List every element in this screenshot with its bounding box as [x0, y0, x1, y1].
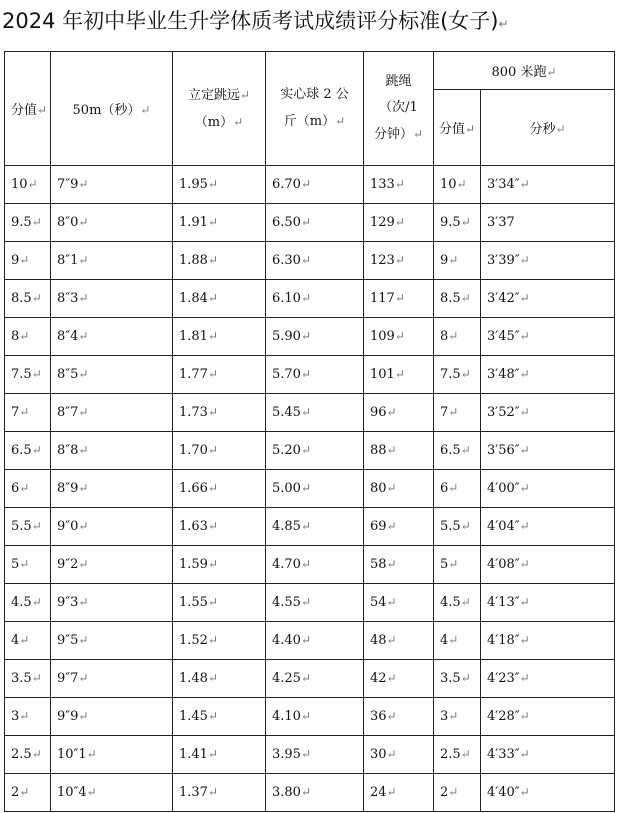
paragraph-mark-icon: ↵ [78, 709, 89, 723]
paragraph-mark-icon: ↵ [300, 557, 312, 571]
paragraph-mark-icon: ↵ [448, 785, 459, 799]
paragraph-mark-icon: ↵ [386, 443, 397, 457]
paragraph-mark-icon: ↵ [78, 481, 89, 495]
header-shot-ball [266, 52, 364, 166]
paragraph-mark-icon: ↵ [207, 405, 219, 419]
paragraph-mark-icon: ↵ [519, 633, 530, 647]
paragraph-mark-icon: ↵ [78, 291, 89, 305]
paragraph-mark-icon: ↵ [207, 215, 219, 229]
run50-cell: 9″2↵ [51, 546, 173, 584]
paragraph-mark-icon: ↵ [300, 595, 312, 609]
shot-ball-cell: 5.70↵ [266, 356, 364, 394]
table-row [5, 166, 615, 204]
paragraph-mark-icon: ↵ [519, 709, 530, 723]
paragraph-mark-icon: ↵ [300, 177, 312, 191]
paragraph-mark-icon: ↵ [78, 177, 89, 191]
shot-ball-cell: 6.30↵ [266, 242, 364, 280]
paragraph-mark-icon: ↵ [386, 709, 397, 723]
run800-score-cell: 7↵ [434, 394, 481, 432]
run50-cell: 8″9↵ [51, 470, 173, 508]
run50-cell: 9″9↵ [51, 698, 173, 736]
paragraph-mark-icon: ↵ [519, 519, 530, 533]
run50-cell: 8″0↵ [51, 204, 173, 242]
long-jump-cell: 1.66↵ [173, 470, 266, 508]
paragraph-mark-icon: ↵ [300, 519, 312, 533]
paragraph-mark-icon: ↵ [19, 785, 30, 799]
paragraph-mark-icon: ↵ [86, 747, 97, 761]
run800-score-cell: 8↵ [434, 318, 481, 356]
run50-cell: 8″8↵ [51, 432, 173, 470]
score-cell: 9.5↵ [5, 204, 51, 242]
run800-score-cell: 5.5↵ [434, 508, 481, 546]
run800-score-cell: 5↵ [434, 546, 481, 584]
run800-score-cell: 8.5↵ [434, 280, 481, 318]
paragraph-mark-icon: ↵ [460, 671, 471, 685]
long-jump-cell: 1.52↵ [173, 622, 266, 660]
shot-ball-cell: 4.70↵ [266, 546, 364, 584]
long-jump-cell: 1.70↵ [173, 432, 266, 470]
paragraph-mark-icon: ↵ [19, 253, 30, 267]
run800-score-cell: 7.5↵ [434, 356, 481, 394]
table-row [5, 318, 615, 356]
run800-score-cell: 4.5↵ [434, 584, 481, 622]
long-jump-cell: 1.55↵ [173, 584, 266, 622]
paragraph-mark-icon: ↵ [519, 291, 530, 305]
rope-skip-cell: 36↵ [364, 698, 434, 736]
long-jump-cell: 1.95↵ [173, 166, 266, 204]
table-row [5, 470, 615, 508]
run50-cell: 8″5↵ [51, 356, 173, 394]
run800-score-cell: 9↵ [434, 242, 481, 280]
page-title [2, 4, 618, 40]
table-row [5, 546, 615, 584]
paragraph-mark-icon: ↵ [19, 329, 30, 343]
long-jump-cell: 1.77↵ [173, 356, 266, 394]
paragraph-mark-icon: ↵ [519, 747, 530, 761]
page-title-text: 2024 年初中毕业生升学体质考试成绩评分标准(女子) [2, 9, 499, 33]
run50-cell: 8″1↵ [51, 242, 173, 280]
run50-cell: 8″3↵ [51, 280, 173, 318]
paragraph-mark-icon: ↵ [448, 329, 459, 343]
paragraph-mark-icon: ↵ [19, 405, 30, 419]
rope-skip-cell: 48↵ [364, 622, 434, 660]
run50-cell: 10″1↵ [51, 736, 173, 774]
long-jump-cell: 1.63↵ [173, 508, 266, 546]
paragraph-mark-icon: ↵ [460, 367, 471, 381]
score-cell: 5.5↵ [5, 508, 51, 546]
paragraph-mark-icon: ↵ [386, 405, 397, 419]
paragraph-mark-icon: ↵ [386, 671, 397, 685]
paragraph-mark-icon: ↵ [519, 253, 530, 267]
header-rope-line2: （次/1 [379, 100, 418, 115]
long-jump-cell: 1.37↵ [173, 774, 266, 812]
shot-ball-cell: 5.90↵ [266, 318, 364, 356]
run50-cell: 9″3↵ [51, 584, 173, 622]
rope-skip-cell: 101↵ [364, 356, 434, 394]
paragraph-mark-icon: ↵ [207, 481, 219, 495]
run800-score-cell: 2↵ [434, 774, 481, 812]
paragraph-mark-icon: ↵ [207, 785, 219, 799]
paragraph-mark-icon: ↵ [78, 595, 89, 609]
score-cell: 3.5↵ [5, 660, 51, 698]
paragraph-mark-icon: ↵ [19, 709, 30, 723]
paragraph-mark-icon: ↵ [78, 443, 89, 457]
paragraph-mark-icon: ↵ [78, 557, 89, 571]
paragraph-mark-icon: ↵ [207, 443, 219, 457]
run800-time-cell: 4′18″↵ [481, 622, 615, 660]
shot-ball-cell: 4.85↵ [266, 508, 364, 546]
rope-skip-cell: 42↵ [364, 660, 434, 698]
rope-skip-cell: 58↵ [364, 546, 434, 584]
run800-score-cell: 2.5↵ [434, 736, 481, 774]
run50-cell: 9″0↵ [51, 508, 173, 546]
header-800m-time: 分秒↵ [481, 90, 615, 166]
score-cell: 9↵ [5, 242, 51, 280]
table-row [5, 622, 615, 660]
shot-ball-cell: 3.80↵ [266, 774, 364, 812]
score-cell: 7.5↵ [5, 356, 51, 394]
header-50m: 50m（秒）↵ [51, 52, 173, 166]
paragraph-mark-icon: ↵ [78, 253, 89, 267]
paragraph-mark-icon: ↵ [300, 443, 312, 457]
shot-ball-cell: 3.95↵ [266, 736, 364, 774]
paragraph-mark-icon: ↵ [448, 557, 459, 571]
shot-ball-cell: 6.50↵ [266, 204, 364, 242]
paragraph-mark-icon: ↵ [78, 405, 89, 419]
score-cell: 8.5↵ [5, 280, 51, 318]
paragraph-mark-icon: ↵ [448, 405, 459, 419]
table-row [5, 204, 615, 242]
shot-ball-cell: 4.55↵ [266, 584, 364, 622]
shot-ball-cell: 4.10↵ [266, 698, 364, 736]
paragraph-mark-icon: ↵ [78, 215, 89, 229]
paragraph-mark-icon: ↵ [386, 557, 397, 571]
score-cell: 10↵ [5, 166, 51, 204]
paragraph-mark-icon: ↵ [448, 253, 459, 267]
table-row [5, 508, 615, 546]
long-jump-cell: 1.84↵ [173, 280, 266, 318]
paragraph-mark-icon: ↵ [394, 253, 405, 267]
rope-skip-cell: 96↵ [364, 394, 434, 432]
run800-time-cell: 3′45″↵ [481, 318, 615, 356]
run800-time-cell: 4′04″↵ [481, 508, 615, 546]
long-jump-cell: 1.81↵ [173, 318, 266, 356]
run800-time-cell: 4′33″↵ [481, 736, 615, 774]
rope-skip-cell: 129↵ [364, 204, 434, 242]
run800-score-cell: 3.5↵ [434, 660, 481, 698]
paragraph-mark-icon: ↵ [31, 747, 42, 761]
long-jump-cell: 1.91↵ [173, 204, 266, 242]
paragraph-mark-icon: ↵ [207, 747, 219, 761]
paragraph-mark-icon: ↵ [519, 367, 530, 381]
rope-skip-cell: 123↵ [364, 242, 434, 280]
paragraph-mark-icon: ↵ [300, 785, 312, 799]
table-row [5, 280, 615, 318]
score-cell: 5↵ [5, 546, 51, 584]
rope-skip-cell: 24↵ [364, 774, 434, 812]
paragraph-mark-icon: ↵ [456, 177, 467, 191]
paragraph-mark-icon: ↵ [448, 633, 459, 647]
paragraph-mark-icon: ↵ [300, 405, 312, 419]
paragraph-mark-icon: ↵ [207, 633, 219, 647]
paragraph-mark-icon: ↵ [394, 177, 405, 191]
score-cell: 4↵ [5, 622, 51, 660]
paragraph-mark-icon: ↵ [31, 291, 42, 305]
paragraph-mark-icon: ↵ [460, 519, 471, 533]
run800-score-cell: 3↵ [434, 698, 481, 736]
header-score: 分值↵ [5, 52, 51, 166]
paragraph-mark-icon: ↵ [519, 595, 530, 609]
run800-time-cell: 3′48″↵ [481, 356, 615, 394]
paragraph-mark-icon: ↵ [78, 633, 89, 647]
long-jump-cell: 1.41↵ [173, 736, 266, 774]
paragraph-mark-icon: ↵ [78, 671, 89, 685]
paragraph-mark-icon: ↵ [460, 747, 471, 761]
paragraph-mark-icon: ↵ [207, 329, 219, 343]
run50-cell: 8″7↵ [51, 394, 173, 432]
shot-ball-cell: 4.25↵ [266, 660, 364, 698]
paragraph-mark-icon: ↵ [78, 329, 89, 343]
table-row [5, 698, 615, 736]
table-row [5, 736, 615, 774]
paragraph-mark-icon: ↵ [300, 481, 312, 495]
long-jump-cell: 1.59↵ [173, 546, 266, 584]
paragraph-mark-icon: ↵ [300, 215, 312, 229]
run50-cell: 10″4↵ [51, 774, 173, 812]
header-shot-ball-line1: 实心球 2 公 [280, 87, 349, 102]
paragraph-mark-icon: ↵ [300, 633, 312, 647]
rope-skip-cell: 54↵ [364, 584, 434, 622]
paragraph-mark-icon: ↵ [460, 291, 471, 305]
run800-time-cell: 4′40″↵ [481, 774, 615, 812]
paragraph-mark-icon: ↵ [448, 481, 459, 495]
scoring-table [4, 51, 615, 812]
run800-time-cell: 3′56″↵ [481, 432, 615, 470]
paragraph-mark-icon: ↵ [394, 367, 405, 381]
paragraph-mark-icon: ↵ [300, 253, 312, 267]
paragraph-mark-icon: ↵ [519, 557, 530, 571]
run800-time-cell: 3′37 [481, 204, 615, 242]
rope-skip-cell: 30↵ [364, 736, 434, 774]
rope-skip-cell: 69↵ [364, 508, 434, 546]
run800-time-cell: 4′23″↵ [481, 660, 615, 698]
paragraph-mark-icon: ↵ [31, 671, 42, 685]
table-row [5, 356, 615, 394]
score-cell: 7↵ [5, 394, 51, 432]
paragraph-mark-icon: ↵ [19, 633, 30, 647]
run800-time-cell: 4′08″↵ [481, 546, 615, 584]
paragraph-mark-icon: ↵ [19, 557, 30, 571]
paragraph-mark-icon: ↵ [460, 215, 471, 229]
paragraph-mark-icon: ↵ [300, 291, 312, 305]
shot-ball-cell: 5.45↵ [266, 394, 364, 432]
rope-skip-cell: 80↵ [364, 470, 434, 508]
paragraph-mark-icon: ↵ [207, 253, 219, 267]
score-cell: 2.5↵ [5, 736, 51, 774]
run800-score-cell: 6↵ [434, 470, 481, 508]
paragraph-mark-icon: ↵ [207, 671, 219, 685]
run800-time-cell: 4′00″↵ [481, 470, 615, 508]
paragraph-mark-icon: ↵ [519, 671, 530, 685]
header-long-jump [173, 52, 266, 166]
rope-skip-cell: 133↵ [364, 166, 434, 204]
run800-score-cell: 6.5↵ [434, 432, 481, 470]
long-jump-cell: 1.73↵ [173, 394, 266, 432]
shot-ball-cell: 5.20↵ [266, 432, 364, 470]
header-shot-ball-line2: 斤（m）↵ [283, 114, 346, 129]
long-jump-cell: 1.48↵ [173, 660, 266, 698]
header-800m: 800 米跑↵ [434, 52, 615, 90]
paragraph-mark-icon: ↵ [78, 519, 89, 533]
long-jump-cell: 1.88↵ [173, 242, 266, 280]
paragraph-mark-icon: ↵ [300, 747, 312, 761]
table-row [5, 660, 615, 698]
rope-skip-cell: 117↵ [364, 280, 434, 318]
paragraph-mark-icon: ↵ [519, 785, 530, 799]
paragraph-mark-icon: ↵ [19, 481, 30, 495]
paragraph-mark-icon: ↵ [519, 329, 530, 343]
paragraph-mark-icon: ↵ [207, 291, 219, 305]
paragraph-mark-icon: ↵ [498, 17, 509, 31]
paragraph-mark-icon: ↵ [300, 671, 312, 685]
header-long-jump-line2: （m）↵ [194, 114, 244, 130]
run800-time-cell: 3′42″↵ [481, 280, 615, 318]
run800-score-cell: 9.5↵ [434, 204, 481, 242]
shot-ball-cell: 6.70↵ [266, 166, 364, 204]
paragraph-mark-icon: ↵ [519, 177, 530, 191]
paragraph-mark-icon: ↵ [519, 481, 530, 495]
paragraph-mark-icon: ↵ [386, 481, 397, 495]
run50-cell: 9″5↵ [51, 622, 173, 660]
paragraph-mark-icon: ↵ [386, 633, 397, 647]
run800-time-cell: 3′39″↵ [481, 242, 615, 280]
paragraph-mark-icon: ↵ [207, 595, 219, 609]
run800-time-cell: 3′34″↵ [481, 166, 615, 204]
paragraph-mark-icon: ↵ [31, 367, 42, 381]
score-cell: 6.5↵ [5, 432, 51, 470]
shot-ball-cell: 6.10↵ [266, 280, 364, 318]
paragraph-mark-icon: ↵ [86, 785, 97, 799]
paragraph-mark-icon: ↵ [300, 329, 312, 343]
header-long-jump-line1: 立定跳远↵ [187, 87, 251, 103]
paragraph-mark-icon: ↵ [207, 557, 219, 571]
paragraph-mark-icon: ↵ [519, 405, 530, 419]
paragraph-mark-icon: ↵ [207, 709, 219, 723]
paragraph-mark-icon: ↵ [394, 329, 405, 343]
score-cell: 4.5↵ [5, 584, 51, 622]
paragraph-mark-icon: ↵ [207, 367, 219, 381]
shot-ball-cell: 5.00↵ [266, 470, 364, 508]
run800-time-cell: 4′28″↵ [481, 698, 615, 736]
paragraph-mark-icon: ↵ [394, 215, 405, 229]
paragraph-mark-icon: ↵ [300, 367, 312, 381]
paragraph-mark-icon: ↵ [300, 709, 312, 723]
score-cell: 3↵ [5, 698, 51, 736]
table-row [5, 242, 615, 280]
paragraph-mark-icon: ↵ [394, 291, 405, 305]
run800-time-cell: 3′52″↵ [481, 394, 615, 432]
header-rope-line1: 跳绳 [385, 74, 412, 89]
table-row [5, 774, 615, 812]
score-cell: 8↵ [5, 318, 51, 356]
paragraph-mark-icon: ↵ [207, 519, 219, 533]
shot-ball-cell: 4.40↵ [266, 622, 364, 660]
paragraph-mark-icon: ↵ [27, 177, 38, 191]
run800-time-cell: 4′13″↵ [481, 584, 615, 622]
paragraph-mark-icon: ↵ [31, 519, 42, 533]
paragraph-mark-icon: ↵ [78, 367, 89, 381]
table-row [5, 584, 615, 622]
run50-cell: 8″4↵ [51, 318, 173, 356]
paragraph-mark-icon: ↵ [31, 443, 42, 457]
rope-skip-cell: 88↵ [364, 432, 434, 470]
table-row [5, 432, 615, 470]
table-row [5, 394, 615, 432]
paragraph-mark-icon: ↵ [386, 519, 397, 533]
rope-skip-cell: 109↵ [364, 318, 434, 356]
run800-score-cell: 4↵ [434, 622, 481, 660]
paragraph-mark-icon: ↵ [460, 443, 471, 457]
run50-cell: 7″9↵ [51, 166, 173, 204]
long-jump-cell: 1.45↵ [173, 698, 266, 736]
score-cell: 6↵ [5, 470, 51, 508]
paragraph-mark-icon: ↵ [386, 747, 397, 761]
paragraph-mark-icon: ↵ [31, 595, 42, 609]
paragraph-mark-icon: ↵ [519, 443, 530, 457]
paragraph-mark-icon: ↵ [460, 595, 471, 609]
header-rope-skip [364, 52, 434, 166]
paragraph-mark-icon: ↵ [386, 785, 397, 799]
paragraph-mark-icon: ↵ [448, 709, 459, 723]
header-rope-line3: 分钟）↵ [373, 127, 424, 142]
header-800m-score: 分值↵ [434, 90, 481, 166]
paragraph-mark-icon: ↵ [31, 215, 42, 229]
paragraph-mark-icon: ↵ [207, 177, 219, 191]
run50-cell: 9″7↵ [51, 660, 173, 698]
score-cell: 2↵ [5, 774, 51, 812]
run800-score-cell: 10↵ [434, 166, 481, 204]
paragraph-mark-icon: ↵ [386, 595, 397, 609]
table-body [5, 166, 615, 812]
